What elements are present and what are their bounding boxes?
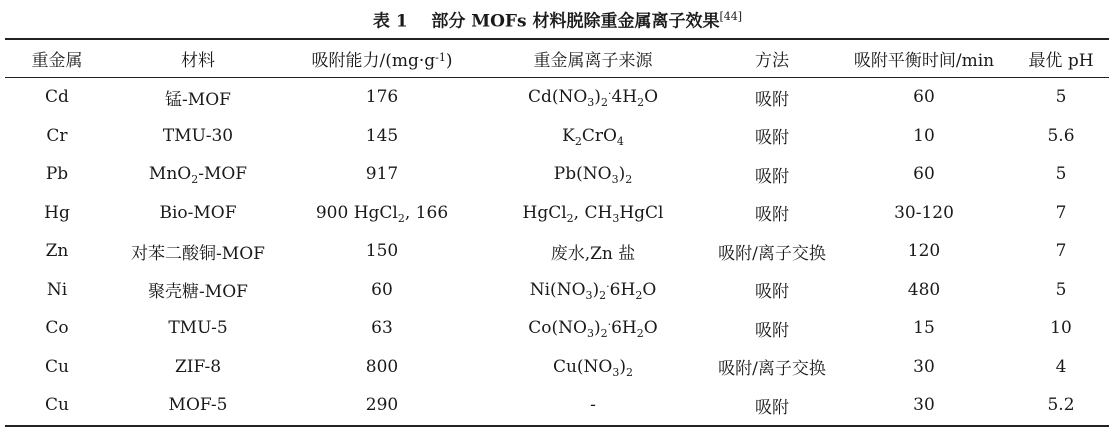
caption-reference: [44] [719, 10, 743, 23]
header-row [5, 39, 1109, 78]
cell-time: 120 [907, 241, 941, 262]
cell-time: 60 [913, 164, 935, 185]
table-row [5, 78, 1109, 117]
header-material: 材料 [181, 51, 215, 71]
cell-capacity: 60 [371, 279, 393, 300]
cell-ph: 7 [1055, 241, 1067, 262]
cell-method: 吸附/离子交换 [718, 359, 826, 380]
cell-method: 吸附 [755, 166, 789, 187]
table-row [5, 155, 1109, 194]
cell-material: 聚壳糖-MOF [148, 282, 248, 303]
cell-method: 吸附 [755, 320, 789, 341]
cell-method: 吸附 [755, 397, 789, 418]
cell-capacity: 290 [365, 395, 399, 416]
caption-title: 部分 MOFs 材料脱除重金属离子效果 [431, 11, 720, 32]
cell-material: 对苯二酸铜-MOF [131, 243, 265, 264]
cell-capacity: 150 [365, 241, 399, 262]
cell-capacity: 900 HgCl$_2$, 166 [315, 202, 449, 225]
cell-capacity: 145 [365, 125, 399, 146]
cell-source: $Cu(NO_3)_2$ [552, 356, 634, 379]
cell-time: 30-120 [894, 202, 954, 223]
table-row [5, 117, 1109, 156]
header-metal: 重金属 [31, 51, 83, 71]
cell-method: 吸附 [755, 205, 789, 226]
cell-ph: 4 [1055, 356, 1067, 377]
cell-material: MnO$_2$-MOF [148, 164, 248, 187]
cell-metal: Cr [46, 125, 68, 146]
cell-ph: 5 [1055, 279, 1067, 300]
cell-capacity: 800 [365, 356, 399, 377]
cell-ph: 10 [1050, 318, 1072, 339]
cell-metal: Pb [45, 164, 69, 185]
table-row [5, 348, 1109, 387]
table-row [5, 386, 1109, 426]
header-method: 方法 [755, 51, 789, 71]
cell-metal: Co [45, 318, 69, 339]
cell-source: 废水,Zn 盐 [550, 243, 636, 264]
cell-material: Bio-MOF [159, 202, 237, 223]
cell-ph: 5 [1055, 87, 1067, 108]
cell-material: TMU-5 [168, 318, 228, 339]
cell-metal: Hg [44, 202, 70, 223]
header-equilibrium-time: 吸附平衡时间/min [853, 51, 995, 71]
cell-ph: 5.2 [1047, 395, 1075, 416]
cell-time: 480 [907, 279, 941, 300]
cell-time: 15 [913, 318, 935, 339]
cell-metal: Zn [45, 241, 69, 262]
table-row [5, 271, 1109, 310]
cell-source: $K_2CrO_4$ [562, 125, 624, 148]
cell-source: HgCl$_2$, $CH_3HgCl$ [522, 202, 664, 225]
cell-capacity: 917 [365, 164, 399, 185]
cell-metal: Cu [45, 356, 69, 377]
cell-capacity: 63 [371, 318, 393, 339]
cell-material: TMU-30 [162, 125, 234, 146]
cell-metal: Ni [46, 279, 68, 300]
cell-method: 吸附 [755, 282, 789, 303]
table-row [5, 194, 1109, 233]
cell-method: 吸附/离子交换 [718, 243, 826, 264]
cell-time: 30 [913, 356, 935, 377]
caption-label: 表 1 [372, 11, 408, 32]
table-row [5, 309, 1109, 348]
cell-time: 30 [913, 395, 935, 416]
cell-source: $Cd(NO_3)_2^\cdot 4H_2O$ [527, 87, 659, 110]
cell-source: $Co(NO_3)_2^\cdot 6H_2O$ [528, 318, 658, 341]
cell-metal: Cu [45, 395, 69, 416]
cell-source: $Pb(NO_3)_2$ [553, 164, 633, 187]
header-capacity: 吸附能力$/(mg\cdot g^{-1})$ [311, 51, 453, 71]
cell-time: 60 [913, 87, 935, 108]
table-row [5, 232, 1109, 271]
cell-capacity: 176 [365, 87, 399, 108]
cell-ph: 5.6 [1047, 125, 1075, 146]
heavy-metal-removal-table [5, 38, 1109, 427]
cell-metal: Cd [45, 87, 69, 108]
cell-time: 10 [913, 125, 935, 146]
header-optimal-ph: 最优 pH [1028, 51, 1094, 71]
cell-material: MOF-5 [168, 395, 228, 416]
cell-ph: 7 [1055, 202, 1067, 223]
cell-method: 吸附 [755, 128, 789, 149]
header-source: 重金属离子来源 [533, 51, 653, 71]
cell-source: $Ni(NO_3)_2^\cdot 6H_2O$ [529, 279, 657, 302]
cell-material: ZIF-8 [174, 356, 222, 377]
table-caption [0, 6, 1115, 33]
cell-material: 锰-MOF [165, 89, 231, 110]
cell-ph: 5 [1055, 164, 1067, 185]
cell-method: 吸附 [755, 89, 789, 110]
cell-source: - [590, 395, 596, 416]
